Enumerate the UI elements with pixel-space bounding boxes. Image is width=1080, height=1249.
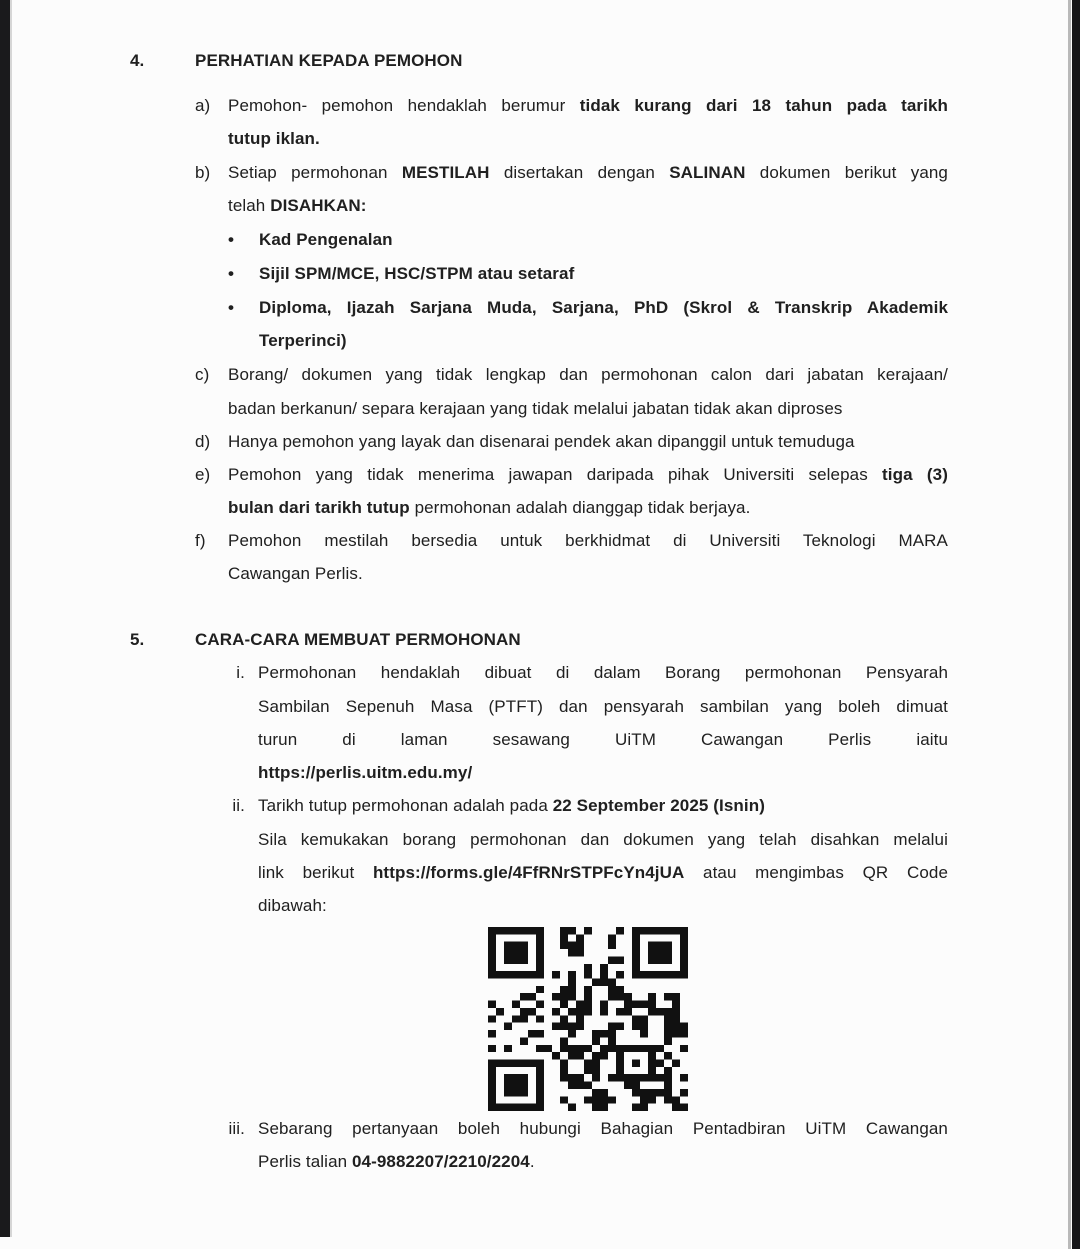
item-e-line-2 — [228, 491, 948, 524]
item-ii-line-3 — [258, 856, 948, 889]
item-iii-line-2-seg-2: . — [529, 1152, 535, 1171]
item-iii-line-1-marker: iii. — [228, 1119, 245, 1138]
item-ii-line-1-seg-0: Tarikh tutup permohonan adalah pada — [258, 796, 553, 815]
item-i-line-1-seg-0: Permohonan hendaklah dibuat di dalam Borang permohonan Pensyarah — [258, 663, 948, 682]
bullet-3-line-2-seg-0: Terperinci) — [259, 331, 347, 350]
item-f-line-1-marker: f) — [195, 531, 206, 550]
item-b-line-1-seg-3: SALINAN — [669, 163, 746, 182]
heading-4-marker: 4. — [130, 51, 145, 70]
item-b-line-2 — [228, 189, 948, 222]
item-a-line-1-marker: a) — [195, 96, 211, 115]
item-e-line-1-marker: e) — [195, 465, 211, 484]
item-d-line-1-marker: d) — [195, 432, 211, 451]
item-e-line-1 — [228, 458, 948, 491]
item-i-line-4-seg-0: https://perlis.uitm.edu.my/ — [258, 763, 473, 782]
item-c-line-1 — [228, 358, 948, 391]
item-i-line-1-marker: i. — [236, 663, 245, 682]
item-ii-line-1-marker: ii. — [232, 796, 245, 815]
item-iii-line-2 — [258, 1145, 948, 1178]
bullet-2-marker: • — [228, 264, 235, 283]
heading-5 — [195, 623, 521, 656]
item-d-line-1-seg-0: Hanya pemohon yang layak dan disenarai pendek akan dipanggil untuk temuduga — [228, 432, 855, 451]
bullet-3-line-2 — [259, 324, 948, 357]
item-i-line-2 — [258, 690, 948, 723]
item-b-line-1-marker: b) — [195, 163, 211, 182]
item-i-line-3 — [258, 723, 948, 756]
item-e-line-1-seg-0: Pemohon yang tidak menerima jawapan daripada pihak Universiti selepas — [228, 465, 883, 484]
item-b-line-2-seg-0: telah — [228, 196, 271, 215]
qr-code — [488, 927, 688, 1111]
item-b-line-1-seg-4: dokumen berikut yang — [745, 163, 948, 182]
item-a-line-1-seg-1: tidak kurang dari 18 tahun pada tarikh — [579, 96, 948, 115]
item-a-line-2 — [228, 122, 948, 155]
bullet-2-seg-0: Sijil SPM/MCE, HSC/STPM atau setaraf — [259, 264, 575, 283]
bullet-3-line-1-marker: • — [228, 298, 235, 317]
item-iii-line-1-seg-0: Sebarang pertanyaan boleh hubungi Bahagian Pentadbiran UiTM Cawangan — [258, 1119, 948, 1138]
item-b-line-1-seg-2: disertakan dengan — [489, 163, 670, 182]
bullet-1-seg-0: Kad Pengenalan — [259, 230, 393, 249]
bullet-1 — [259, 223, 948, 256]
item-i-line-4 — [258, 756, 948, 789]
item-iii-line-2-seg-1: 04-9882207/2210/2204 — [352, 1152, 530, 1171]
item-a-line-1-seg-0: Pemohon- pemohon hendaklah berumur — [228, 96, 580, 115]
bullet-3-line-1 — [259, 291, 948, 324]
bullet-2 — [259, 257, 948, 290]
item-f-line-2 — [228, 557, 948, 590]
item-c-line-2-seg-0: badan berkanun/ separa kerajaan yang tidak melalui jabatan tidak akan diproses — [228, 399, 843, 418]
item-ii-line-2-seg-0: Sila kemukakan borang permohonan dan dokumen yang telah disahkan melalui — [258, 830, 948, 849]
item-e-line-1-seg-1: tiga (3) — [882, 465, 948, 484]
item-ii-line-1-seg-1: 22 September 2025 (Isnin) — [552, 796, 765, 815]
item-e-line-2-seg-0: bulan dari tarikh tutup — [228, 498, 410, 517]
item-ii-line-4-seg-0: dibawah: — [258, 896, 327, 915]
item-d-line-1 — [228, 425, 948, 458]
item-b-line-2-seg-1: DISAHKAN: — [270, 196, 367, 215]
item-ii-line-3-seg-0: link berikut — [258, 863, 373, 882]
item-iii-line-2-seg-0: Perlis talian — [258, 1152, 352, 1171]
item-f-line-2-seg-0: Cawangan Perlis. — [228, 564, 363, 583]
item-b-line-1-seg-0: Setiap permohonan — [228, 163, 402, 182]
item-i-line-3-seg-0: turun di laman sesawang UiTM Cawangan Perlis iaitu — [258, 730, 948, 749]
item-i-line-1 — [258, 656, 948, 689]
item-ii-line-4 — [258, 889, 948, 922]
item-c-line-1-seg-0: Borang/ dokumen yang tidak lengkap dan permohonan calon dari jabatan kerajaan/ — [228, 365, 948, 384]
item-a-line-1 — [228, 89, 948, 122]
item-b-line-1 — [228, 156, 948, 189]
item-iii-line-1 — [258, 1112, 948, 1145]
item-f-line-1-seg-0: Pemohon mestilah bersedia untuk berkhidmat di Universiti Teknologi MARA — [228, 531, 948, 550]
item-i-line-2-seg-0: Sambilan Sepenuh Masa (PTFT) dan pensyarah sambilan yang boleh dimuat — [258, 697, 948, 716]
item-c-line-2 — [228, 392, 948, 425]
item-e-line-2-seg-1: permohonan adalah dianggap tidak berjaya. — [409, 498, 751, 517]
bullet-1-marker: • — [228, 230, 235, 249]
item-a-line-2-seg-0: tutup iklan. — [228, 129, 320, 148]
item-ii-line-3-seg-1: https://forms.gle/4FfRNrSTPFcYn4jUA — [372, 863, 685, 882]
item-b-line-1-seg-1: MESTILAH — [401, 163, 490, 182]
item-ii-line-2 — [258, 823, 948, 856]
heading-4-seg-0: PERHATIAN KEPADA PEMOHON — [195, 51, 463, 70]
item-c-line-1-marker: c) — [195, 365, 210, 384]
heading-5-seg-0: CARA-CARA MEMBUAT PERMOHONAN — [195, 630, 521, 649]
bullet-3-line-1-seg-0: Diploma, Ijazah Sarjana Muda, Sarjana, PhD (Skrol & Transkrip Akademik — [259, 298, 948, 317]
heading-4 — [195, 44, 463, 77]
heading-5-marker: 5. — [130, 630, 145, 649]
item-ii-line-3-seg-2: atau mengimbas QR Code — [684, 863, 949, 882]
item-ii-line-1 — [258, 789, 948, 822]
item-f-line-1 — [228, 524, 948, 557]
